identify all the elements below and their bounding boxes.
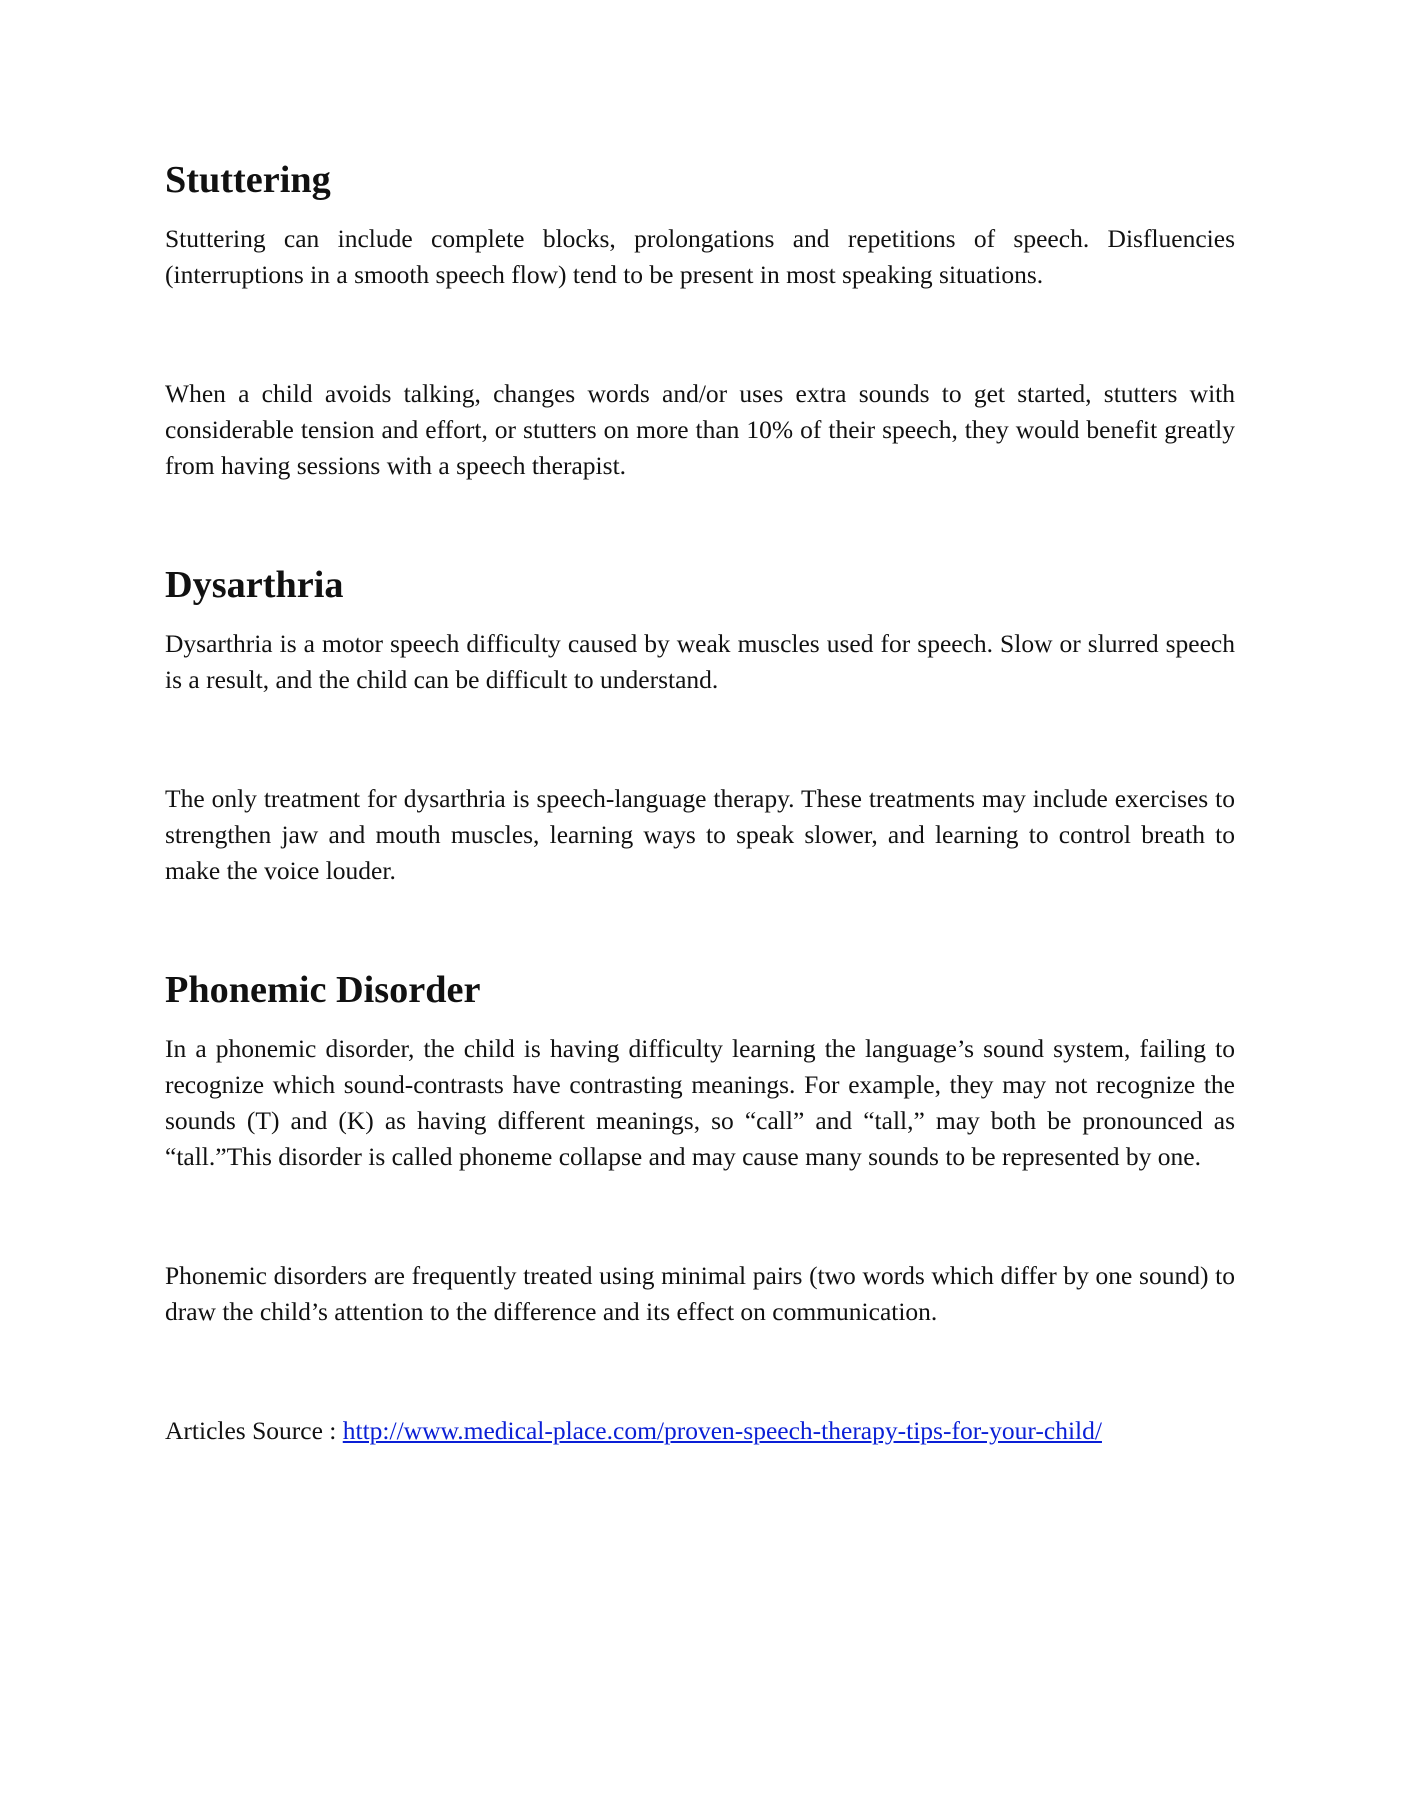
section-heading-stuttering: Stuttering <box>165 159 331 201</box>
section-dysarthria <box>165 564 1235 889</box>
section-heading-phonemic-disorder: Phonemic Disorder <box>165 969 481 1011</box>
articles-source <box>165 1413 1235 1449</box>
paragraph-dysarthria-definition: Dysarthria is a motor speech difficulty caused by weak muscles used for speech. Slow or slurred speech is a result, and the child can be difficult to understand. <box>165 629 1235 694</box>
paragraph-dysarthria-treatment: The only treatment for dysarthria is speech-language therapy. These treatments may include exercises to strengthen jaw and mouth muscles, learning ways to speak slower, and learning to control breath to make the voice louder. <box>165 784 1235 885</box>
source-link[interactable]: http://www.medical-place.com/proven-speech-therapy-tips-for-your-child/ <box>342 1416 1102 1445</box>
paragraph-phonemic-treatment: Phonemic disorders are frequently treated using minimal pairs (two words which differ by one sound) to draw the child’s attention to the difference and its effect on communication. <box>165 1261 1235 1326</box>
section-stuttering <box>165 159 1235 484</box>
document-page <box>165 159 1235 1449</box>
paragraph-stuttering-therapy: When a child avoids talking, changes words and/or uses extra sounds to get started, stutters with considerable tension and effort, or stutters on more than 10% of their speech, they would benefit greatly from having sessions with a speech therapist. <box>165 379 1235 480</box>
paragraph-stuttering-definition: Stuttering can include complete blocks, prolongations and repetitions of speech. Disfluencies (interruptions in a smooth speech flow) tend to be present in most speaking situations. <box>165 224 1235 289</box>
paragraph-phonemic-definition: In a phonemic disorder, the child is having difficulty learning the language’s sound system, failing to recognize which sound-contrasts have contrasting meanings. For example, they may not recognize the sounds (T) and (K) as having different meanings, so “call” and “tall,” may both be pronounced as “tall.”This disorder is called phoneme collapse and may cause many sounds to be represented by one. <box>165 1034 1235 1171</box>
section-heading-dysarthria: Dysarthria <box>165 564 344 606</box>
source-label: Articles Source : <box>165 1416 343 1445</box>
section-phonemic-disorder <box>165 969 1235 1330</box>
